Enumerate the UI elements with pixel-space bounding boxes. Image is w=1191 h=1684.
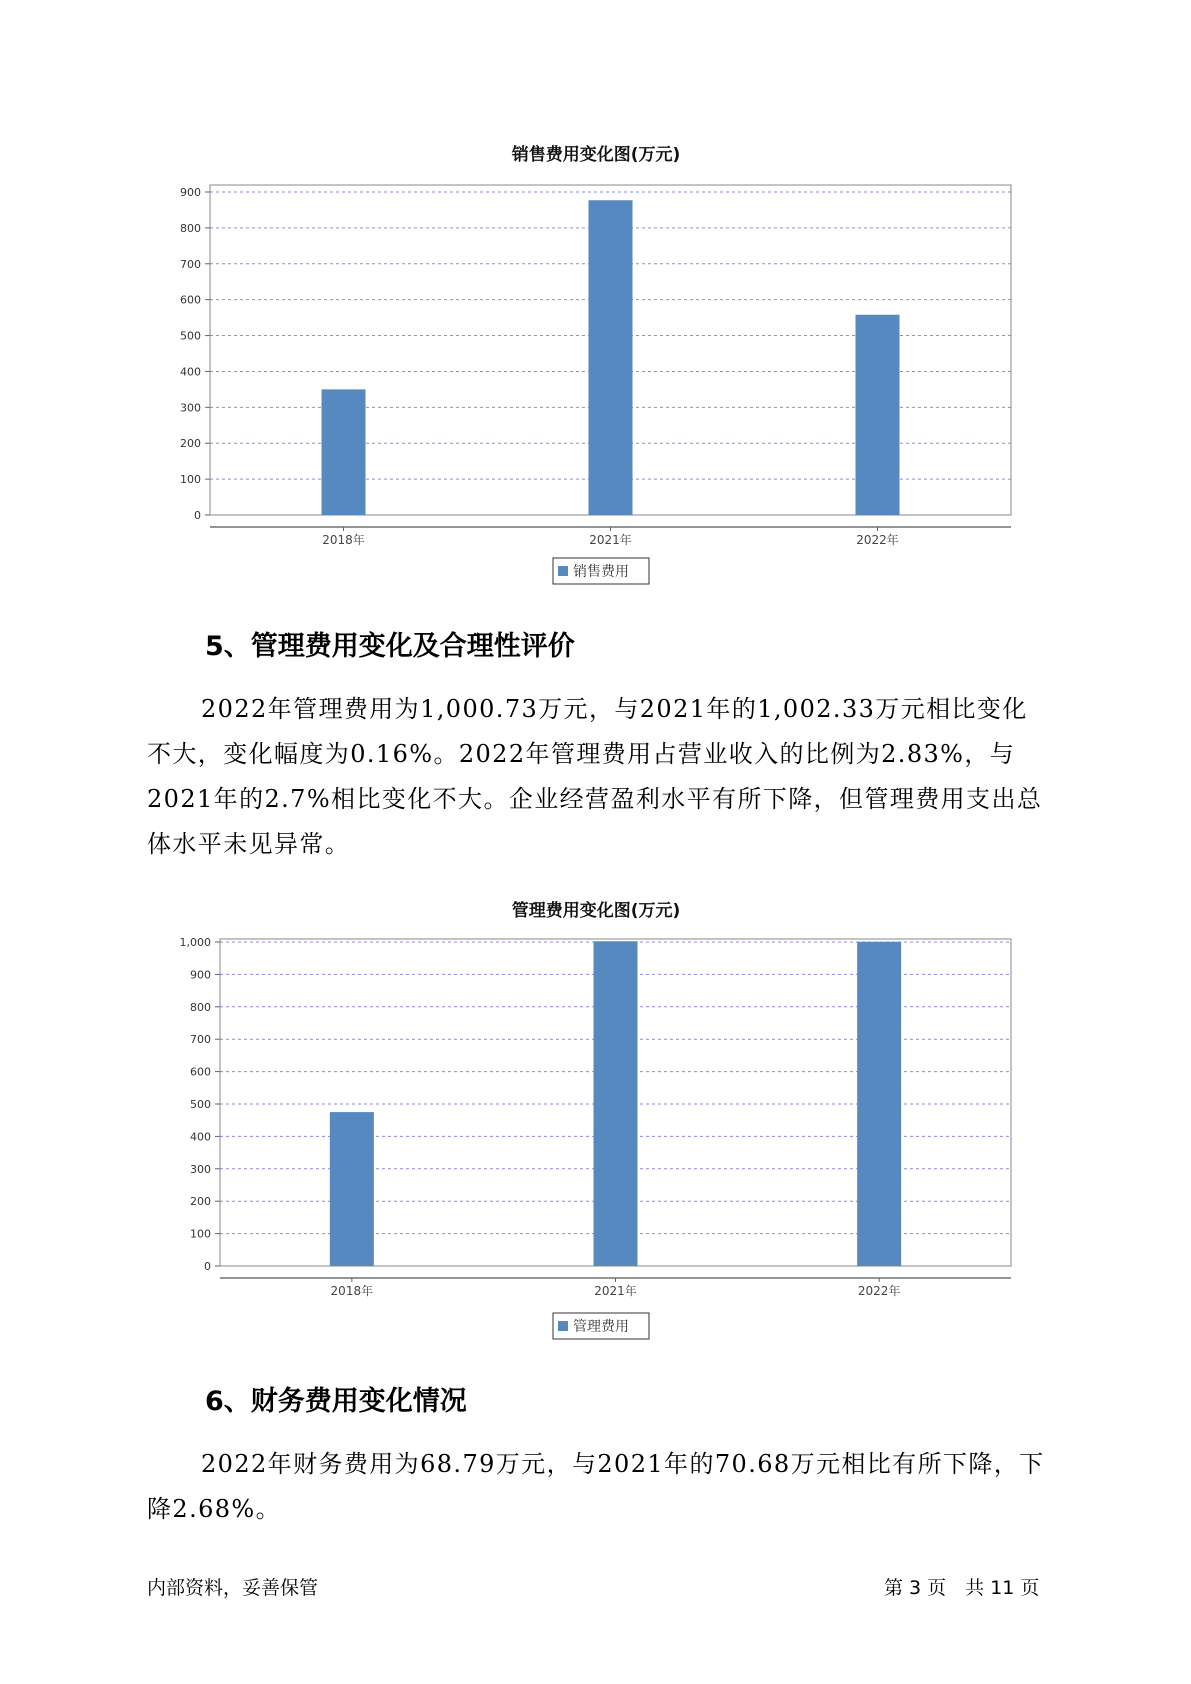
y-tick-label: 100 (190, 1227, 211, 1241)
x-category-label: 2018年 (322, 533, 365, 547)
bar (856, 315, 900, 515)
y-tick-label: 0 (194, 509, 201, 522)
y-tick-label: 800 (190, 1000, 211, 1014)
x-category-label: 2022年 (856, 533, 899, 547)
x-category-label: 2021年 (589, 533, 632, 547)
chart-legend (553, 558, 649, 584)
x-category-label: 2021年 (594, 1284, 637, 1298)
admin-expense-chart (0, 886, 1191, 1356)
y-tick-label: 500 (180, 329, 201, 343)
y-tick-label: 100 (180, 473, 201, 487)
y-tick-label: 1,000 (179, 936, 211, 949)
y-tick-label: 700 (190, 1033, 211, 1047)
bar (594, 941, 638, 1266)
y-tick-label: 900 (180, 186, 201, 199)
bar (330, 1112, 374, 1266)
section-5-paragraph: 2022年管理费用为1,000.73万元，与2021年的1,002.33万元相比变化不大，变化幅度为0.16%。2022年管理费用占营业收入的比例为2.83%，与2021年的2.7%相比变化不大。企业经营盈利水平有所下降，但管理费用支出总体水平未见异常。 (147, 695, 1043, 858)
y-tick-label: 800 (180, 221, 201, 235)
bar (857, 942, 901, 1266)
y-tick-label: 600 (190, 1065, 211, 1079)
x-category-label: 2022年 (857, 1284, 901, 1298)
y-tick-label: 200 (180, 437, 201, 451)
y-tick-label: 400 (190, 1130, 211, 1144)
y-tick-label: 900 (190, 968, 211, 982)
legend-label: 管理费用 (573, 1319, 629, 1335)
footer-confidential: 内部资料，妥善保管 (147, 1577, 319, 1599)
y-tick-label: 300 (180, 401, 201, 415)
section-6-paragraph: 2022年财务费用为68.79万元，与2021年的70.68万元相比有所下降，下降2.68%。 (147, 1450, 1045, 1523)
y-tick-label: 0 (204, 1260, 211, 1273)
y-tick-label: 200 (190, 1195, 211, 1209)
y-tick-label: 500 (190, 1098, 211, 1111)
y-tick-label: 600 (180, 293, 201, 307)
section-6-heading: 6、财务费用变化情况 (205, 1386, 467, 1417)
bar (589, 200, 633, 515)
admin-expense-chart-svg (0, 886, 1191, 1356)
x-category-label: 2018年 (330, 1284, 374, 1298)
y-tick-label: 400 (180, 365, 201, 379)
y-tick-label: 300 (190, 1162, 211, 1176)
chart-title: 销售费用变化图(万元) (511, 145, 681, 165)
legend-swatch (558, 566, 568, 576)
legend-label: 销售费用 (573, 564, 629, 580)
y-tick-label: 700 (180, 257, 201, 271)
chart-legend (553, 1313, 649, 1339)
sales-expense-chart-svg (0, 130, 1191, 600)
footer-page-number: 第 3 页 共 11 页 (884, 1577, 1040, 1599)
legend-swatch (558, 1321, 568, 1331)
chart-title: 管理费用变化图(万元) (511, 901, 681, 921)
bar (322, 389, 366, 515)
sales-expense-chart (0, 130, 1191, 600)
section-5-heading: 5、管理费用变化及合理性评价 (205, 631, 575, 662)
